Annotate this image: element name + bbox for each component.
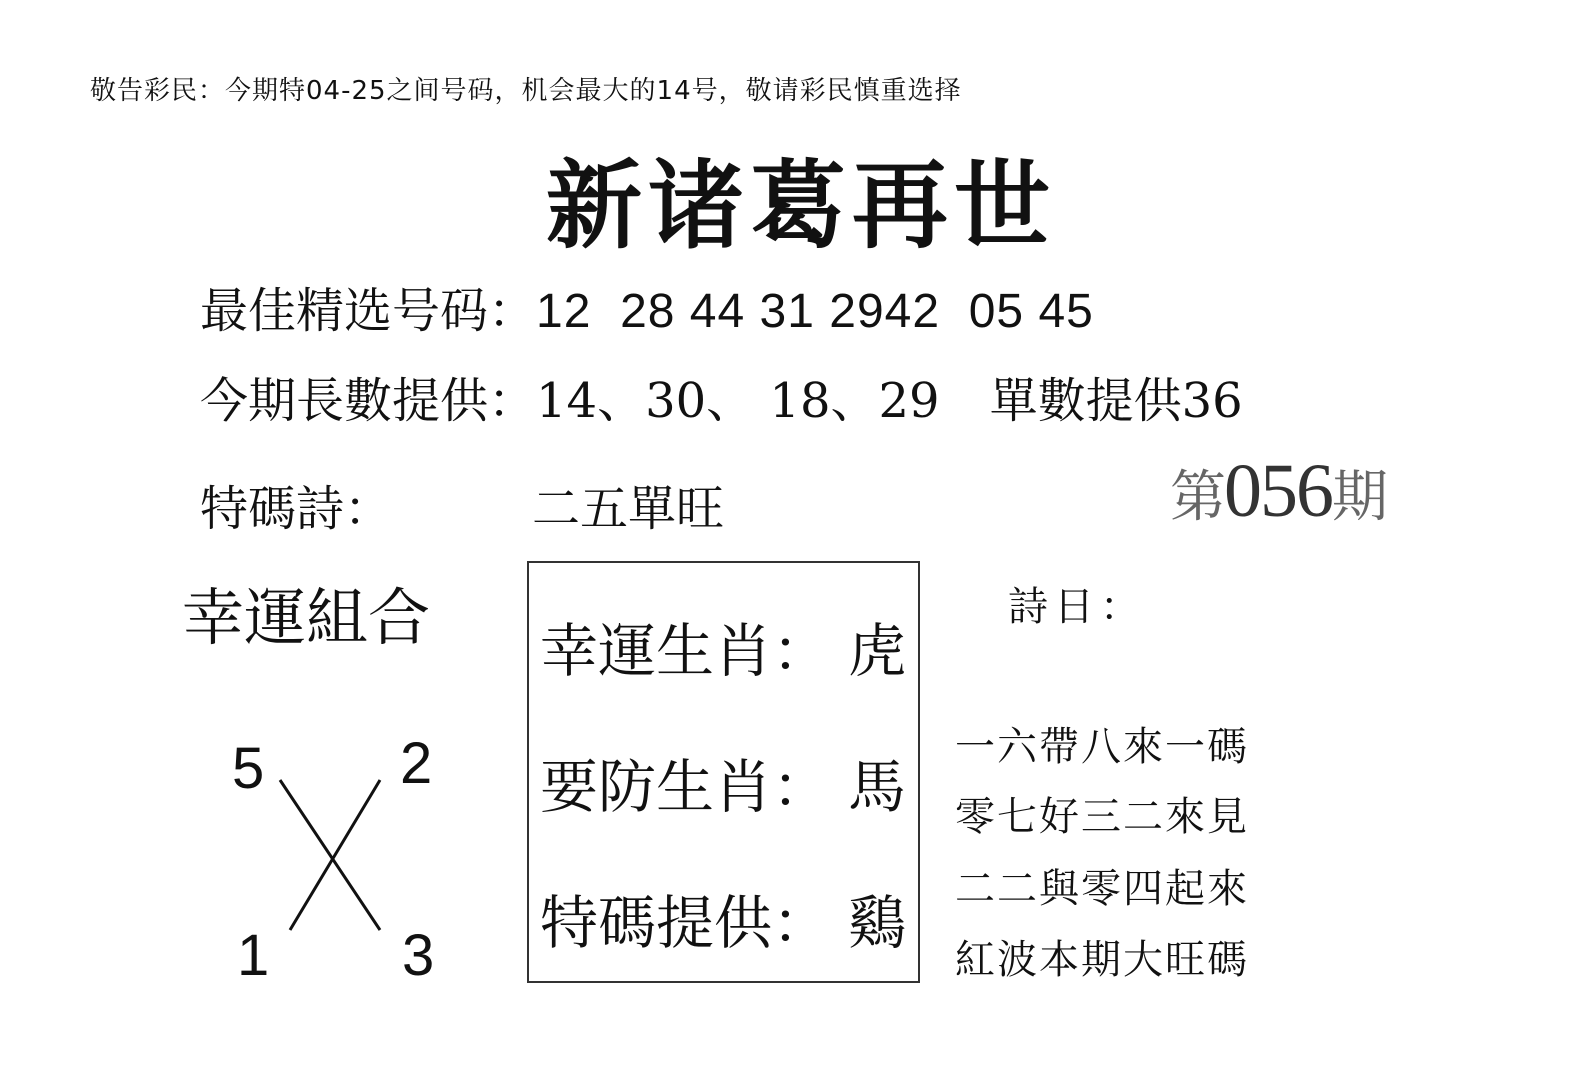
lucky-zodiac-row [540,604,906,688]
poem-line: 紅波本期大旺碼 [955,937,1249,983]
lucky-combo-label: 幸運組合 [182,581,431,654]
combo-digit-bottom-right: 3 [402,923,435,988]
combo-digit-bottom-left: 1 [237,923,270,988]
best-picks-row [200,272,1094,341]
special-zodiac-label: 特碼提供： [540,889,831,957]
issue-stamp [1170,448,1386,535]
poem-title: 詩日： [1008,584,1146,630]
poem-line: 一六帶八來一碼 [955,724,1249,770]
odd-numbers-label: 單數提供36 [989,373,1243,429]
page-title: 新诸葛再世 [546,150,1056,262]
special-zodiac-value: 鷄 [848,889,907,957]
guard-zodiac-label: 要防生肖： [540,753,831,821]
special-poem-label: 特碼詩： [200,481,393,537]
special-poem-value: 二五單旺 [532,481,725,537]
cross-lines-icon [260,760,410,960]
notice-text: 敬告彩民：今期特04-25之间号码，机会最大的14号，敬请彩民慎重选择 [90,76,962,106]
issue-suffix: 期 [1332,467,1386,529]
poem-line: 零七好三二來見 [955,794,1249,840]
combo-digit-top-left: 5 [232,736,265,801]
poem-line: 二二與零四起來 [955,866,1249,912]
even-numbers-row [200,362,1243,431]
even-numbers-values: 14、30、 18、29 [536,373,940,429]
lucky-zodiac-label: 幸運生肖： [540,617,831,685]
issue-number: 056 [1224,449,1332,533]
guard-zodiac-row [540,740,906,824]
best-picks-label: 最佳精选号码： [200,283,537,339]
guard-zodiac-value: 馬 [848,753,907,821]
best-picks-numbers: 12 28 44 31 2942 05 45 [536,285,1094,338]
special-poem-row [200,470,724,539]
special-zodiac-row [540,876,906,960]
combo-digit-top-right: 2 [400,731,433,796]
lucky-zodiac-value: 虎 [848,617,907,685]
issue-prefix: 第 [1170,467,1224,529]
even-numbers-label: 今期長數提供： [200,373,537,429]
